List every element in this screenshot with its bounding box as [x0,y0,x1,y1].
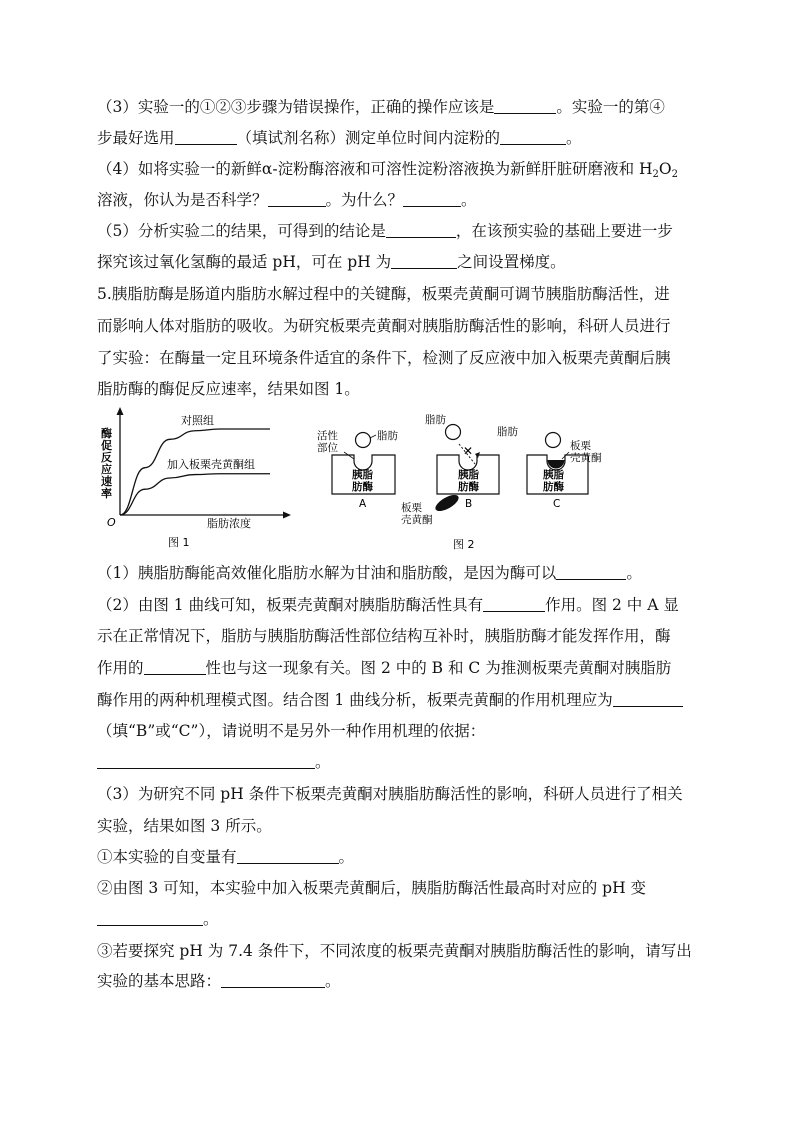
text-span: 。 [338,848,355,866]
answer-blank[interactable] [483,595,545,612]
answer-blank[interactable] [556,563,626,580]
text-line [97,220,673,242]
text-span: ①本实验的自变量有 [97,848,237,866]
text-span: ②由图 3 可知，本实验中加入板栗壳黄酮后，胰脂肪酶活性最高时对应的 pH 变 [97,879,647,897]
text-line [97,846,354,868]
text-span: 。 [315,753,331,771]
text-span: 实验，结果如图 3 所示。 [97,817,272,835]
y-axis-label-char: 速 [101,475,112,488]
text-span: 实验的基本思路： [97,972,222,990]
active-site-label [317,429,338,454]
text-span: 性也与这一现象有关。图 2 中的 B 和 C 为推测板栗壳黄酮对胰脂肪 [205,659,672,677]
text-line [97,347,671,369]
text-span: （4）如将实验一的新鲜α-淀粉酶溶液和可溶性淀粉溶液换为新鲜肝脏研磨液和 H [97,160,653,178]
curve-flavone-group [120,474,270,515]
fat-a [356,433,371,448]
x-axis-label: 脂肪浓度 [207,517,251,530]
text-line [97,657,671,679]
text-span: （填试剂名称）测定单位时间内淀粉的 [236,129,501,147]
enzyme-label-b [458,468,479,493]
panel-a [317,429,398,510]
text-span: 脂肪酶的酶促反应速率，结果如图 1。 [97,380,360,398]
text-span: 溶液，你认为是否科学？ [97,191,268,209]
y-axis-label [101,426,112,500]
enzyme-label-a [352,468,373,493]
text-span: 之间设置梯度。 [457,253,566,271]
answer-blank[interactable] [237,847,339,864]
text-span: 5.胰脂肪酶是肠道内脂肪水解过程中的关键酶，板栗壳黄酮可调节胰脂肪酶活性，进 [97,285,670,303]
text-span: ，在该预实验的基础上要进一步 [455,222,673,240]
answer-blank[interactable] [500,128,566,145]
inhibitor-label-c [570,439,602,464]
text-span: 。实验一的第④ [556,98,665,116]
text-line [97,315,671,337]
text-span: 。为什么？ [325,191,404,209]
answer-blank[interactable] [268,190,326,207]
figure-2-caption: 图 2 [453,538,475,551]
text-span: 作用。图 2 中 A 显 [545,596,679,614]
text-line [97,751,331,773]
answer-blank[interactable] [494,97,556,114]
text-line [97,283,670,305]
label-line: 胰脂 [543,469,564,481]
fat-b [446,425,461,440]
label-line: 胰脂 [352,469,373,481]
text-line [97,562,642,584]
enzyme-label-c [543,468,564,493]
text-span: （3）实验一的①②③步骤为错误操作，正确的操作应该是 [97,98,495,116]
figures [95,407,655,555]
text-span: （2）由图 1 曲线可知，板栗壳黄酮对胰脂肪酶活性具有 [97,596,484,614]
text-line [97,189,477,211]
x-axis-arrow [283,512,291,519]
origin-label: O [107,516,116,529]
panel-c [497,425,602,510]
text-span: （1）胰脂肪酶能高效催化脂肪水解为甘油和脂肪酸，是因为酶可以 [97,564,557,582]
y-axis-label-char: 率 [101,487,112,500]
text-span: 。 [626,564,642,582]
text-line [97,625,671,647]
y-axis-label-char: 酶 [101,427,112,440]
answer-blank[interactable] [403,190,461,207]
text-line [97,970,341,992]
text-span: 。 [203,910,219,928]
y-axis-label-char: 促 [101,439,112,452]
subscript: 2 [671,169,678,180]
label-line: 活性 [317,430,338,442]
text-span: ③若要探究 pH 为 7.4 条件下，不同浓度的板栗壳黄酮对胰脂肪酶活性的影响，请写出 [97,942,692,960]
inhibitor-label-b [401,501,433,526]
text-span: 示在正常情况下，脂肪与胰脂肪酶活性部位结构互补时，胰脂肪酶才能发挥作用，酶 [97,627,671,645]
text-span: 。 [566,129,582,147]
text-line [97,908,219,930]
answer-blank[interactable] [613,690,683,707]
text-line [97,940,692,962]
text-span: 酶作用的两种机理模式图。结合图 1 曲线分析，板栗壳黄酮的作用机理应为 [97,691,613,709]
panel-letter-c: C [553,498,561,510]
text-span: 了实验：在酶量一定且环境条件适宜的条件下，检测了反应液中加入板栗壳黄酮后胰 [97,349,671,367]
panel-b [401,413,499,526]
label-line: 部位 [317,442,338,454]
text-line [97,251,566,273]
label-line: 胰脂 [458,469,479,481]
panel-letter-a: A [359,498,367,510]
text-span: （3）为研究不同 pH 条件下板栗壳黄酮对胰脂肪酶活性的影响，科研人员进行了相关 [97,785,683,803]
answer-blank[interactable] [391,252,457,269]
text-line [97,877,646,899]
text-line [97,783,683,805]
fat-c [546,433,561,448]
text-span: 。 [325,972,341,990]
figure-2-diagram [317,413,602,551]
series-label-flavone: 加入板栗壳黄酮组 [167,458,255,471]
text-span: 探究该过氧化氢酶的最适 pH，可在 pH 为 [97,253,392,271]
label-line: 壳黄酮 [401,514,433,526]
text-span: O [658,160,672,178]
text-line [97,594,679,616]
label-line: 壳黄酮 [570,452,602,464]
answer-blank[interactable] [386,221,456,238]
y-axis-label-char: 应 [101,463,112,476]
answer-blank[interactable] [175,128,237,145]
figure-1-graph [101,407,291,549]
fat-label-b: 脂肪 [425,414,446,426]
label-line: 板栗 [570,440,591,452]
y-axis-arrow [117,407,124,415]
blocked-mark: ✕ [463,444,474,458]
answer-blank[interactable] [97,752,315,769]
text-span: （5）分析实验二的结果，可得到的结论是 [97,222,386,240]
text-span: 。 [461,191,477,209]
answer-blank[interactable] [144,658,206,675]
text-span: 作用的 [97,659,144,677]
figure-1-caption: 图 1 [168,536,190,549]
text-line [97,720,485,742]
label-line: 肪酶 [458,481,479,493]
series-label-control: 对照组 [181,414,214,427]
label-line: 肪酶 [352,481,373,493]
label-line: 肪酶 [543,481,564,493]
inhibitor-b [433,492,461,515]
text-line [97,689,683,711]
curve-control-group [120,429,270,515]
text-line [97,127,582,149]
text-line [97,378,360,400]
fat-label-c: 脂肪 [497,426,518,438]
answer-blank[interactable] [97,909,203,926]
text-span: 步最好选用 [97,129,175,147]
fat-label-line-a [370,435,376,438]
text-line [97,96,665,118]
answer-blank[interactable] [221,971,325,988]
panel-letter-b: B [465,498,473,510]
label-line: 板栗 [401,502,422,514]
text-line [97,158,678,186]
y-axis-label-char: 反 [101,451,112,464]
subscript: 2 [652,169,659,180]
text-line [97,815,272,837]
text-span: （填“B”或“C”），请说明不是另外一种作用机理的依据： [97,722,486,740]
text-span: 而影响人体对脂肪的吸收。为研究板栗壳黄酮对胰脂肪酶活性的影响，科研人员进行 [97,317,671,335]
fat-label-a: 脂肪 [377,430,398,442]
